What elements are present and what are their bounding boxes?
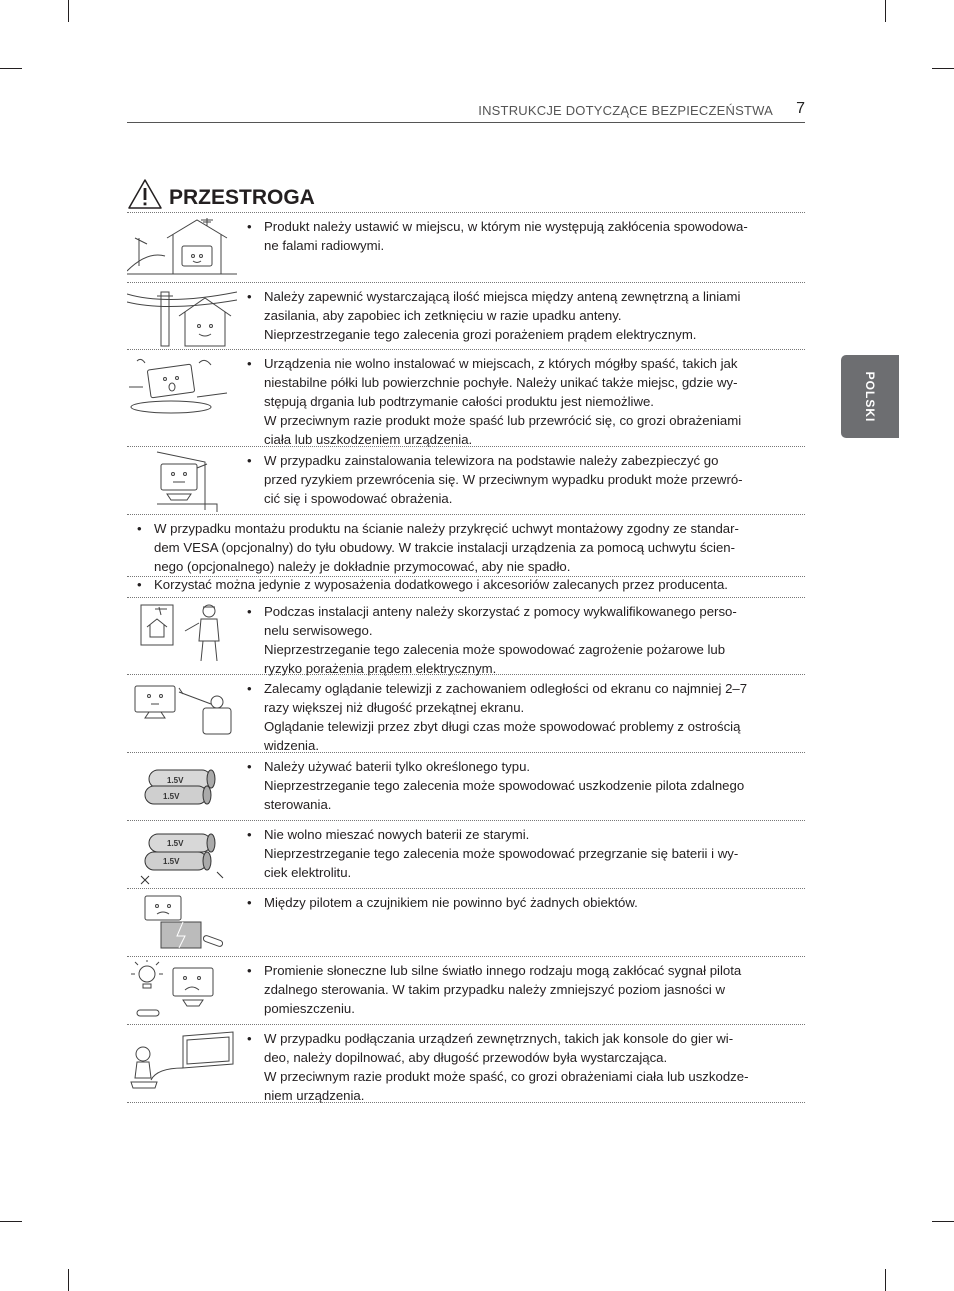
crop-mark [932,1221,954,1222]
section-title: PRZESTROGA [169,186,315,209]
caution-item [127,1025,805,1103]
crop-mark [68,0,69,22]
remote-obstacle-icon [127,892,237,954]
item-text: • Należy zapewnić wystarczającą ilość miejsca między anteną zewnętrzną a liniami zasilania, aby zapobiec ich zetknięciu w razie upadku anteny. Nieprzestrzeganie tego zalecenia grozi porażeniem prądem elektrycznym. [264,287,789,344]
crop-mark [885,1269,886,1291]
batteries-icon [127,756,237,818]
caution-item [127,598,805,675]
antenna-powerline-icon [127,286,237,348]
warning-triangle-icon [127,178,163,210]
caution-item [127,957,805,1025]
item-text: • Produkt należy ustawić w miejscu, w którym nie występują zakłócenia spowodowa- ne falami radiowymi. [264,217,789,255]
crop-mark [0,1221,22,1222]
item-text: • Promienie słoneczne lub silne światło innego rodzaju mogą zakłócać sygnał pilota zdalnego sterowania. W takim przypadku należy zmniejszyć poziom jasności w pomieszczeniu. [264,961,789,1018]
item-text: • Należy używać baterii tylko określonego typu. Nieprzestrzeganie tego zalecenia może spowodować uszkodzenie pilota zdalnego sterowania. [264,757,789,814]
caution-item [127,350,805,447]
item-text: • Urządzenia nie wolno instalować w miejscach, z których mógłby spaść, takich jak niestabilne półki lub powierzchnie pochyłe. Należy unikać także miejsc, gdzie wy- stępują drgania lub podtrzymanie całości produktu jest niemożliwe. W przeciwnym razie produkt może spaść lub przewrócić się, co grozi obrażeniami ciała lub uszkodzeniem urządzenia. [264,354,789,449]
item-text: • W przypadku zainstalowania telewizora na podstawie należy zabezpieczyć go przed ryzykiem przewrócenia się. W przeciwnym wypadku produkt może przewró- cić się i spowodować obrażenia. [264,451,789,508]
language-tab [841,355,899,438]
crop-mark [885,0,886,22]
crop-mark [0,68,22,69]
item-text: • Korzystać można jedynie z wyposażenia dodatkowego i akcesoriów zalecanych przez producenta. [154,575,789,594]
item-text: • W przypadku podłączania urządzeń zewnętrznych, takich jak konsole do gier wi- deo, należy dopilnować, aby długość przewodów była wystarczająca. W przeciwnym razie produkt może spaść, co grozi obrażeniami ciała lub uszkodze- niem urządzenia. [264,1029,789,1105]
caution-item [127,447,805,515]
page-header [127,100,805,119]
item-text: • Zalecamy oglądanie telewizji z zachowaniem odległości od ekranu co najmniej 2–7 razy większej niż długość przekątnej ekranu. Oglądanie telewizji przez zbyt długi czas może spowodować problemy z ostrością widzenia. [264,679,789,755]
item-text: • Podczas instalacji anteny należy skorzystać z pomocy wykwalifikowanego perso- nelu serwisowego. Nieprzestrzeganie tego zalecenia może spowodować zagrożenie pożarowe lub ryzyko porażenia prądem elektrycznym. [264,602,789,678]
svg-text:1.5V: 1.5V [163,857,180,866]
falling-tv-icon [127,353,237,423]
caution-item [127,515,805,577]
caution-item [127,753,805,821]
caution-item [127,821,805,889]
caution-item [127,213,805,283]
caution-item [127,889,805,957]
tv-secured-wall-icon [127,450,237,512]
crop-mark [932,68,954,69]
cable-length-icon [127,1028,237,1090]
svg-text:1.5V: 1.5V [163,792,180,801]
header-title: INSTRUKCJE DOTYCZĄCE BEZPIECZEŃSTWA [478,103,773,118]
sunlight-remote-icon [127,960,237,1022]
svg-text:1.5V: 1.5V [167,839,184,848]
caution-item [127,577,805,598]
language-tab-label: POLSKI [863,371,877,422]
item-text: • Nie wolno mieszać nowych baterii ze starymi. Nieprzestrzeganie tego zalecenia może spowodować przegrzanie się baterii i wy- ciek elektrolitu. [264,825,789,882]
item-text: • W przypadku montażu produktu na ścianie należy przykręcić uchwyt montażowy zgodny ze standar- dem VESA (opcjonalny) do tyłu obudowy. W trakcie instalacji urządzenia za pomocą uchwytu ścien- nego (opcjonalnego) należy je dokładnie przymocować, aby nie spadło. [154,519,789,576]
crop-mark [68,1269,69,1291]
header-divider [127,122,805,123]
mixed-batteries-icon [127,824,237,886]
caution-item [127,283,805,350]
svg-text:1.5V: 1.5V [167,776,184,785]
house-antenna-icon [127,216,237,278]
item-text: • Między pilotem a czujnikiem nie powinno być żadnych obiektów. [264,893,789,912]
viewing-distance-icon [127,678,237,740]
caution-item [127,675,805,753]
page-number: 7 [796,100,805,117]
technician-antenna-icon [127,601,237,663]
